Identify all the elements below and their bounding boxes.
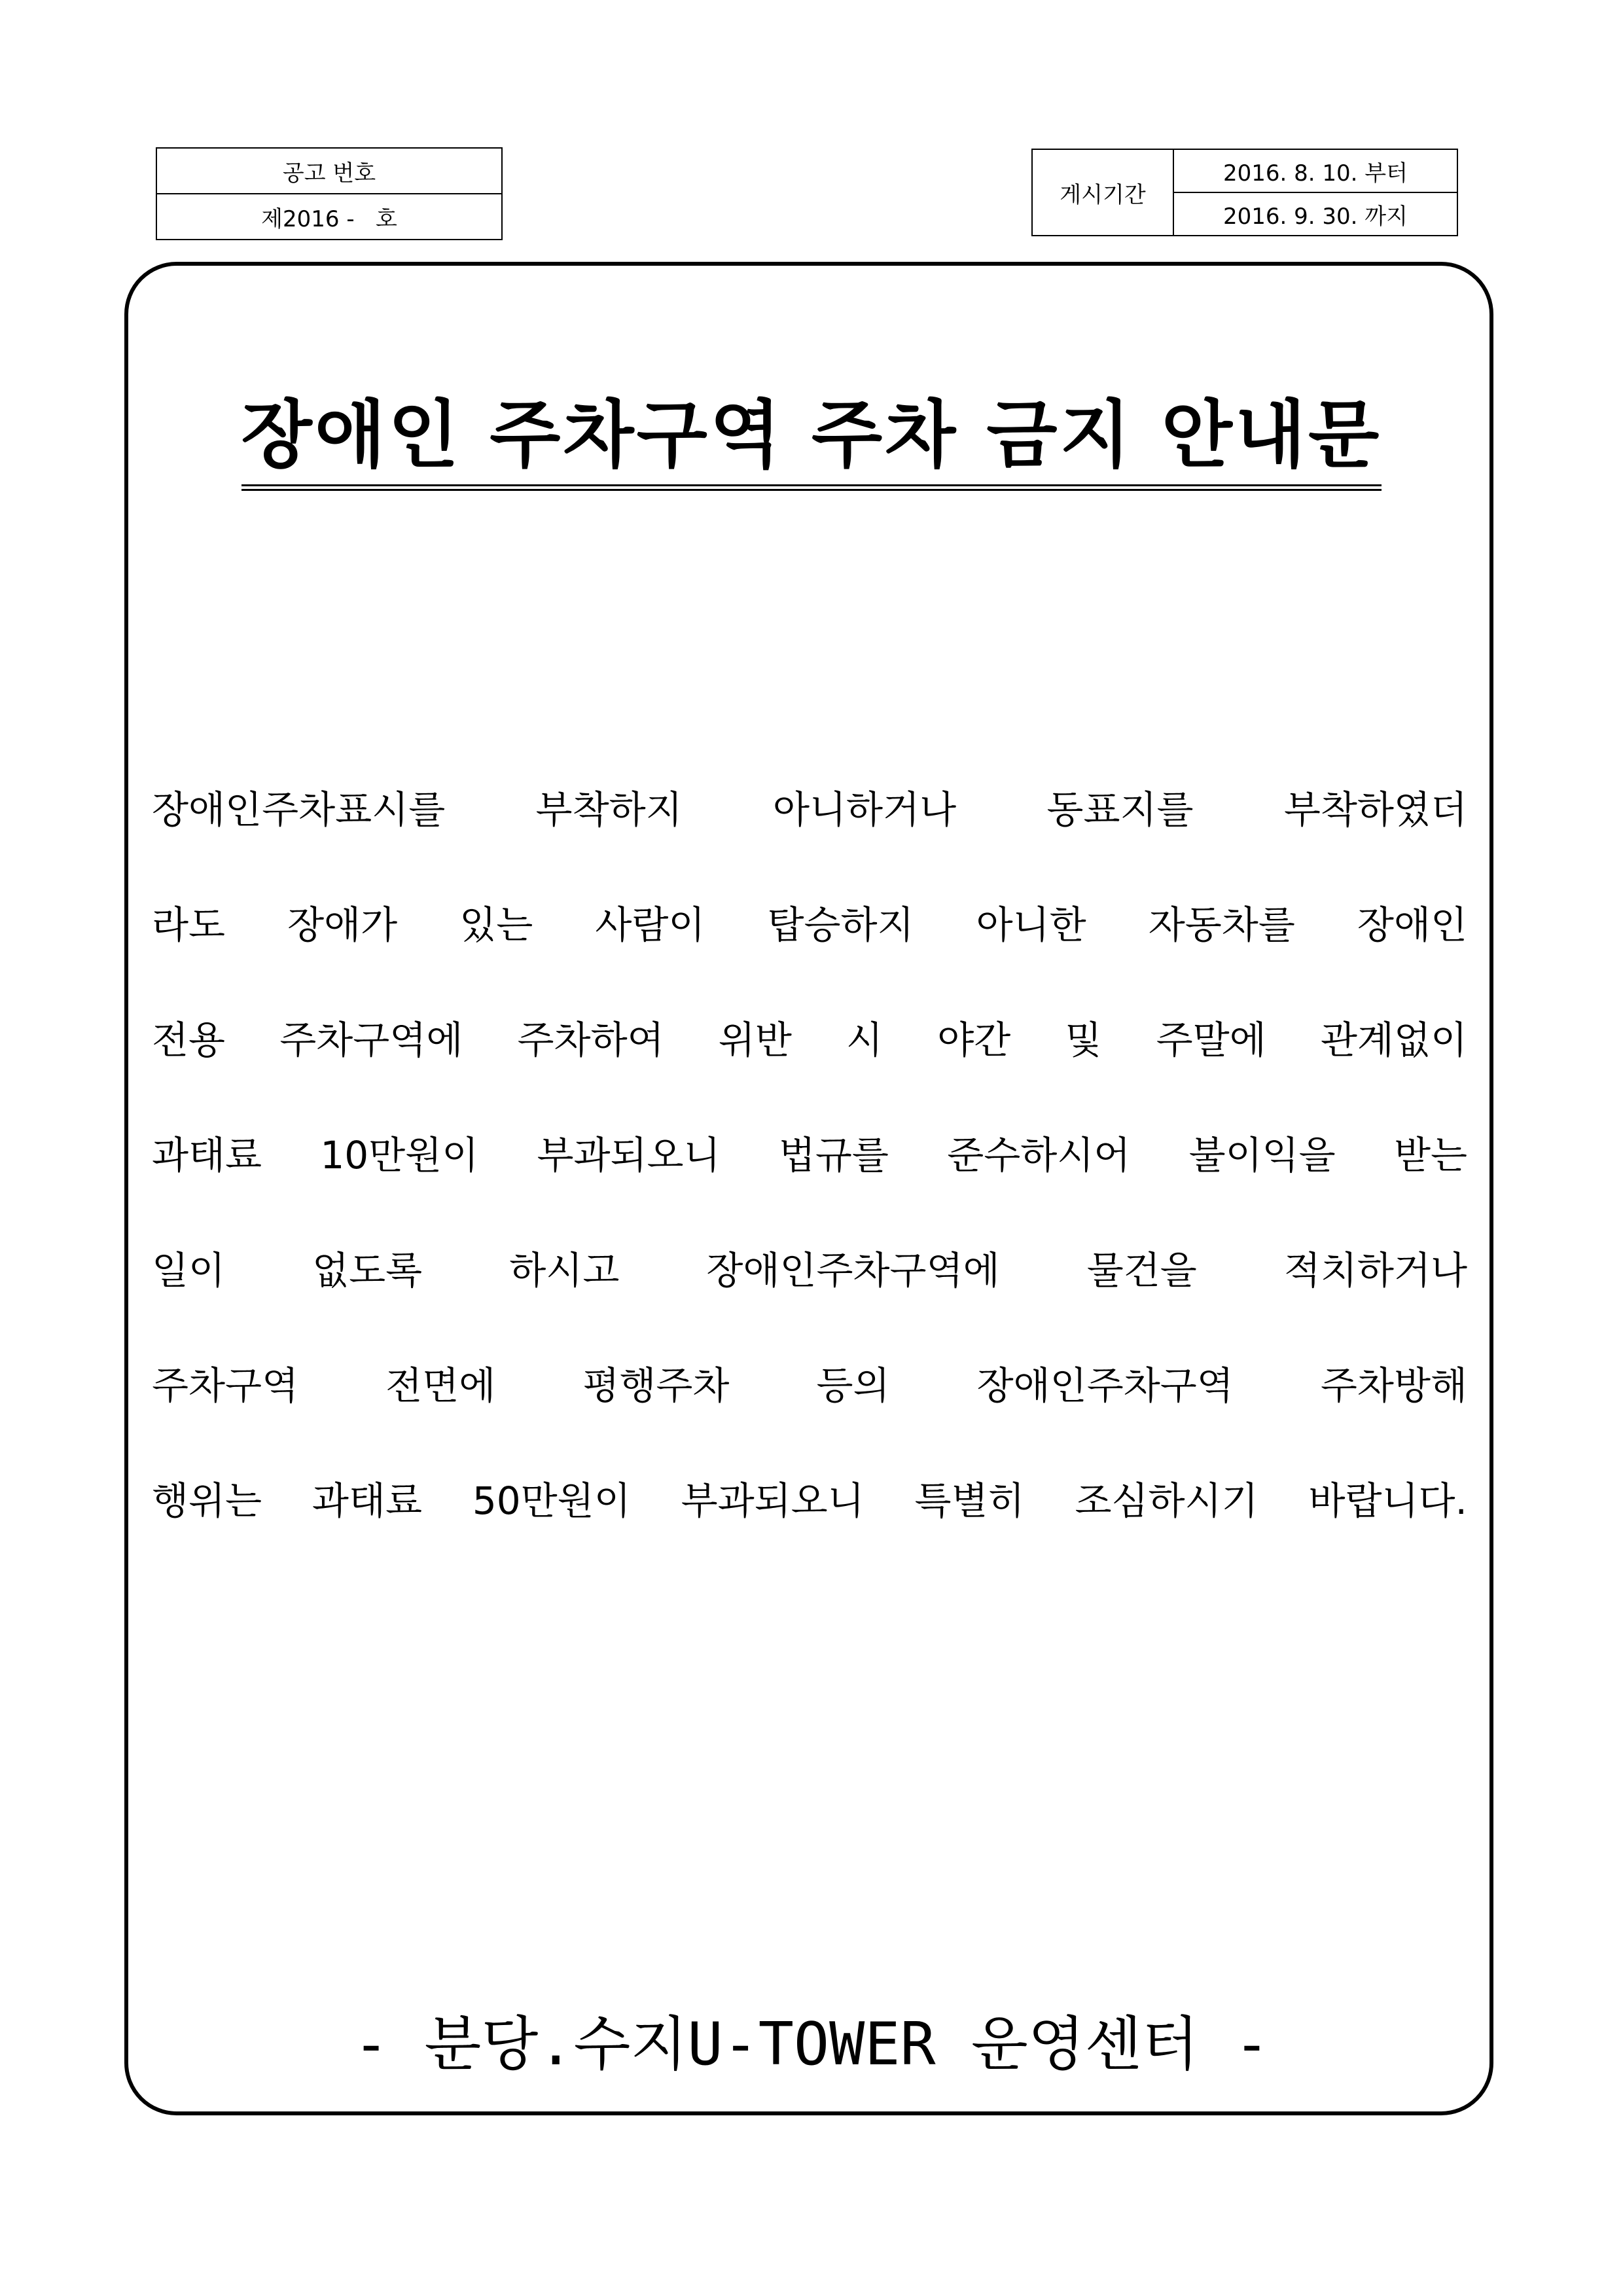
body-line: 주차구역 전면에 평행주차 등의 장애인주차구역 주차방해 xyxy=(152,1363,1467,1408)
notice-number-table xyxy=(156,147,503,240)
body-line: 라도 장애가 있는 사람이 탑승하지 아니한 자동차를 장애인 xyxy=(152,903,1467,947)
notice-title xyxy=(0,393,1623,491)
footer-issuer: - 분당.수지U-TOWER 운영센터 - xyxy=(353,2010,1270,2079)
notice-title-text: 장애인 주차구역 주차 금지 안내문 xyxy=(241,393,1382,491)
body-line: 일이 없도록 하시고 장애인주차구역에 물건을 적치하거나 xyxy=(152,1248,1467,1293)
body-line: 장애인주차표시를 부착하지 아니하거나 동표지를 부착하였더 xyxy=(152,787,1467,832)
posting-period-table xyxy=(1031,149,1458,236)
body-line: 전용 주차구역에 주차하여 위반 시 야간 및 주말에 관계없이 xyxy=(152,1018,1467,1062)
body-line: 과태료 10만원이 부과되오니 법규를 준수하시어 불이익을 받는 xyxy=(152,1133,1467,1177)
posting-period-label: 게시기간 xyxy=(1032,149,1173,236)
posting-period-from: 2016. 8. 10. 부터 xyxy=(1173,149,1457,192)
body-line: 행위는 과태료 50만원이 부과되오니 특별히 조심하시기 바랍니다. xyxy=(152,1479,1467,1523)
notice-frame xyxy=(124,262,1493,2115)
notice-number-value: 제2016 - 호 xyxy=(156,194,502,240)
posting-period-to: 2016. 9. 30. 까지 xyxy=(1173,192,1457,236)
notice-number-label: 공고 번호 xyxy=(156,148,502,194)
